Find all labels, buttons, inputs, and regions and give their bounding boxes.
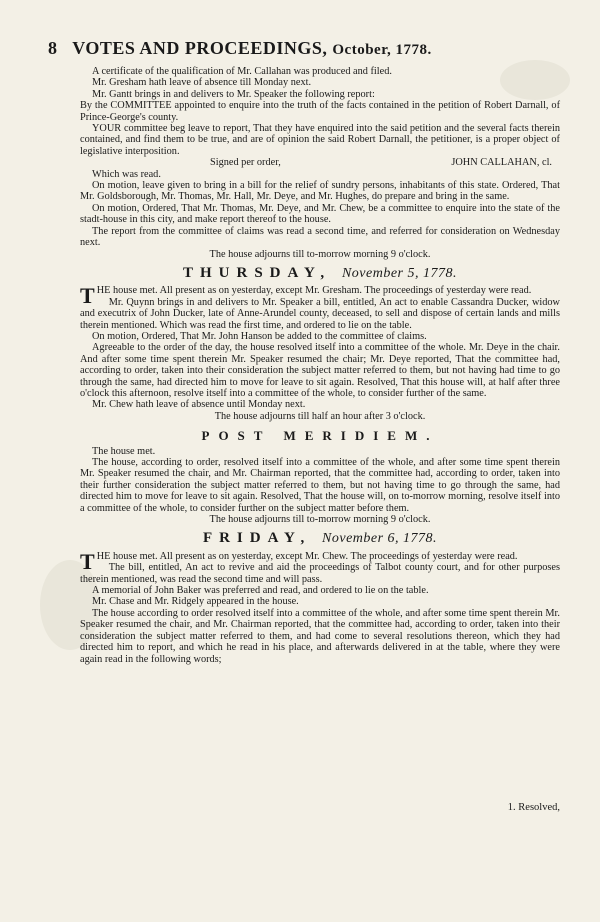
signed-label: Signed per order, bbox=[210, 157, 281, 169]
committee-heading: By the COMMITTEE appointed to enquire into the truth of the facts contained in the petition of Robert Darnall, of Prince-George's county. bbox=[80, 100, 560, 123]
paragraph-text: HE house met. All present as on yesterday, except Mr. Chew. The proceedings of yesterday were read. bbox=[96, 550, 518, 562]
paragraph: The house according to order resolved itself into a committee of the whole, and after some time spent therein Mr. Speaker resumed the chair, and Mr. Chairman reported, that the committee had, according to order, taken into their consideration the subject matter referred to them, and had come to several resolutions thereon, which they had directed him to report, and which he read in his place, and afterwards delivered in at the table, where they were again read in the following words; bbox=[80, 607, 560, 665]
paragraph: The bill, entitled, An act to revive and aid the proceedings of Talbot county court, and for other purposes therein mentioned, was read the second time and will pass. bbox=[80, 562, 560, 585]
paragraph: The house met. bbox=[92, 445, 156, 457]
clerk-name: JOHN CALLAHAN, cl. bbox=[451, 157, 552, 169]
paragraph: Mr. Chew hath leave of absence until Monday next. bbox=[92, 399, 306, 411]
day-heading-friday bbox=[80, 530, 560, 547]
header-date: October, 1778. bbox=[332, 42, 432, 58]
paragraph: A certificate of the qualification of Mr. Callahan was produced and filed. bbox=[92, 66, 392, 77]
day-name: FRIDAY, bbox=[202, 530, 312, 547]
paragraph-text: HE house met. All present as on yesterday, except Mr. Gresham. The proceedings of yesterday were read. bbox=[96, 285, 532, 297]
adjournment: The house adjourns till to-morrow morning 9 o'clock. bbox=[209, 248, 431, 260]
day-date: November 6, 1778. bbox=[322, 531, 438, 547]
catchword: 1. Resolved, bbox=[507, 802, 560, 813]
day-date: November 5, 1778. bbox=[341, 265, 457, 281]
day-heading-thursday bbox=[80, 264, 560, 281]
paragraph: The report from the committee of claims was read a second time, and referred for consideration on Wednesday next. bbox=[80, 225, 560, 249]
paragraph: A memorial of John Baker was preferred and read, and ordered to lie on the table. bbox=[92, 585, 429, 597]
adjournment: The house adjourns till half an hour after 3 o'clock. bbox=[214, 410, 426, 422]
drop-cap: T bbox=[80, 283, 95, 309]
committee-report: YOUR committee beg leave to report, That they have enquired into the said petition and the several facts therein contained, and find them to be true, and are of opinion the said Robert Darnall, the petitioner, is a proper object of legislative interposition. bbox=[80, 123, 560, 157]
paragraph: Agreeable to the order of the day, the house resolved itself into a committee of the whole. Mr. Deye in the chair. And after some time spent therein Mr. Speaker resumed the chair; Mr. Deye reported, That the committee had, according to order, taken into their consideration the subject matter referred to them, but not having had time to go through the same, had directed him to move for leave to sit again. Resolved, That this house will, at half after three o'clock this afternoon, resolve itself into a committee of the whole, to consider further of the same. bbox=[80, 342, 560, 399]
day-name: THURSDAY, bbox=[183, 264, 332, 281]
running-header bbox=[48, 38, 568, 59]
paragraph: Mr. Gantt brings in and delivers to Mr. Speaker the following report: bbox=[92, 88, 375, 100]
paragraph: Mr. Quynn brings in and delivers to Mr. Speaker a bill, entitled, An act to enable Cassandra Ducker, widow and executrix of John Ducker, late of Anne-Arundel county, deceased, to sell and dispose of certain lands and mills therein mentioned. Which was read the first time, and ordered to lie on the table. bbox=[80, 296, 560, 331]
paragraph: Which was read. bbox=[92, 168, 161, 180]
document-body bbox=[80, 66, 560, 665]
header-title: VOTES AND PROCEEDINGS, bbox=[72, 38, 328, 58]
post-meridiem-heading: POST MERIDIEM. bbox=[201, 428, 439, 444]
page-number: 8 bbox=[48, 38, 58, 58]
paragraph: Mr. Chase and Mr. Ridgely appeared in the house. bbox=[92, 596, 299, 608]
drop-cap: T bbox=[80, 548, 95, 574]
adjournment: The house adjourns till to-morrow morning 9 o'clock. bbox=[209, 514, 431, 526]
paragraph: On motion, leave given to bring in a bill for the relief of sundry persons, inhabitants of this state. Ordered, That Mr. Goldsborough, Mr. Thomas, Mr. Hall, Mr. Deye, and Mr. Hughes, do prepare and bring in the same. bbox=[80, 180, 560, 203]
paragraph: Mr. Gresham hath leave of absence till Monday next. bbox=[92, 77, 312, 89]
paragraph: The house, according to order, resolved itself into a committee of the whole, and after some time spent therein Mr. Speaker resumed the chair, and Mr. Chairman reported, that the committee had, according to order, taken into their further consideration the subject matter referred to them, but not having time to go through the same, had directed him to move for leave to sit again. Resolved, That the house will, on to-morrow morning, resolve itself into a committee of the whole, to consider further on the subject matter before them. bbox=[80, 457, 560, 514]
paragraph: On motion, Ordered, That Mr. John Hanson be added to the committee of claims. bbox=[92, 330, 427, 342]
paragraph: On motion, Ordered, That Mr. Thomas, Mr. Deye, and Mr. Chew, be a committee to enquire into the state of the stadt-house in this city, and make report thereof to the house. bbox=[80, 202, 560, 226]
paragraph bbox=[80, 283, 560, 309]
signature-line bbox=[80, 157, 560, 168]
